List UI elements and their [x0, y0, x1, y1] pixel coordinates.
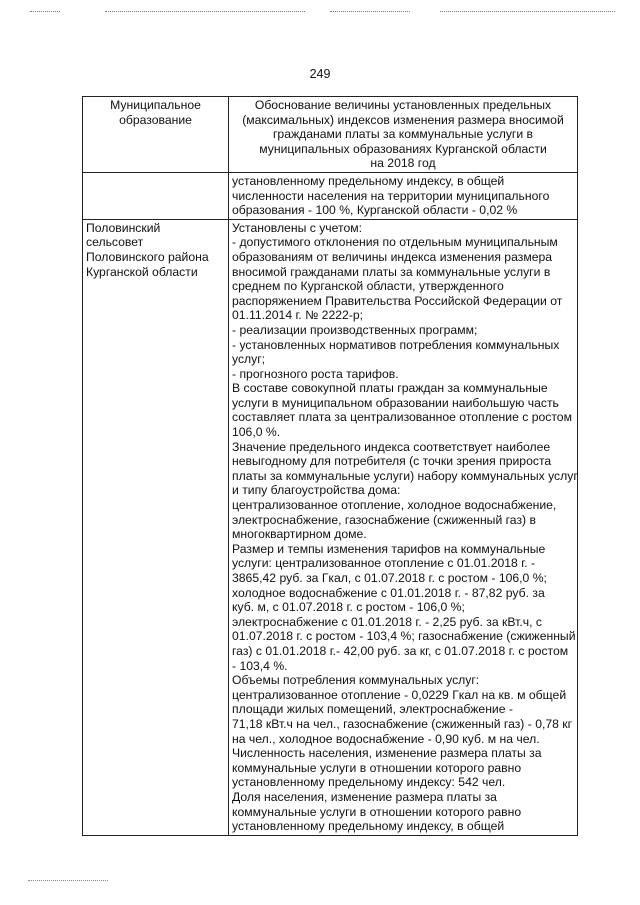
table-header-row: [83, 97, 578, 173]
text-line: платы за коммунальные услуги) набору коммунальных услуг: [232, 468, 578, 483]
text-line: распоряжением Правительства Российской Федерации от: [232, 293, 563, 308]
text-line: установленному предельному индексу, в общей: [232, 819, 505, 834]
text-line: на чел., холодное водоснабжение - 0,90 куб. м на чел.: [232, 731, 540, 746]
text-line: газ) с 01.01.2018 г.- 42,00 руб. за кг, с 01.07.2018 г. с ростом: [232, 643, 569, 658]
text-line: составляет плата за централизованное отопление с ростом: [232, 410, 572, 425]
header-municipality-cell: [83, 97, 229, 173]
text-line: Значение предельного индекса соответствует наиболее: [232, 439, 551, 454]
text-line: среднем по Курганской области, утвержденного: [232, 279, 504, 294]
text-line: Объемы потребления коммунальных услуг:: [232, 673, 480, 688]
text-line: 71,18 кВт.ч на чел., газоснабжение (сжиженный газ) - 0,78 кг: [232, 716, 573, 731]
header-line: Обоснование величины установленных предельных: [254, 98, 552, 112]
text-line: электроснабжение, газоснабжение (сжиженный газ) в: [232, 512, 536, 527]
text-line: 01.07.2018 г. с ростом - 103,4 %; газоснабжение (сжиженный: [232, 629, 576, 644]
text-line: услуги: централизованное отопление с 01.01.2018 г. -: [232, 556, 536, 571]
text-line: установленному предельному индексу: 542 чел.: [232, 775, 506, 790]
text-line: - 103,4 %.: [232, 658, 288, 673]
text-line: услуги в муниципальном образовании наибольшую часть: [232, 395, 559, 410]
text-line: сельсовет: [86, 235, 144, 250]
text-line: - реализации производственных программ;: [232, 322, 478, 337]
table-row: [83, 172, 578, 219]
text-line: образования - 100 %, Курганской области - 0,02 %: [232, 203, 518, 218]
text-line: холодное водоснабжение с 01.01.2018 г. - 87,82 руб. за: [232, 585, 545, 600]
continued-justification-cell: [229, 172, 578, 219]
text-line: Курганской области: [86, 264, 198, 279]
text-line: образованиям от величины индекса изменения размера: [232, 249, 553, 264]
scan-artifact-dots: [28, 880, 108, 881]
header-line: на 2018 год: [370, 156, 436, 171]
text-line: В составе совокупной платы граждан за коммунальные: [232, 381, 548, 396]
text-line: куб. м, с 01.07.2018 г. с ростом - 106,0 %;: [232, 600, 465, 615]
text-line: - допустимого отклонения по отдельным муниципальным: [232, 235, 558, 250]
text-line: многоквартирном доме.: [232, 527, 367, 542]
text-line: Численность населения, изменение размера платы за: [232, 746, 542, 761]
scan-artifact-line: [440, 11, 615, 12]
text-line: 106,0 %.: [232, 425, 281, 440]
text-line: 01.11.2014 г. № 2222-р;: [232, 308, 364, 323]
tariff-justification-table: [82, 96, 578, 836]
text-line: Размер и темпы изменения тарифов на коммунальные: [232, 541, 546, 556]
text-line: Установлены с учетом:: [232, 220, 362, 235]
header-line: муниципальных образованиях Курганской области: [259, 141, 547, 156]
text-line: коммунальные услуги в отношении которого равно: [232, 804, 522, 819]
continued-municipality-cell: [83, 172, 229, 219]
text-line: Доля населения, изменение размера платы за: [232, 789, 497, 804]
header-line: (максимальных) индексов изменения размера вносимой: [242, 112, 564, 127]
scan-artifact-line: [330, 11, 410, 12]
header-line: гражданами платы за коммунальные услуги в: [272, 127, 534, 142]
scan-artifact-line: [30, 11, 60, 12]
text-line: централизованное отопление - 0,0229 Гкал на кв. м общей: [232, 687, 567, 702]
text-line: централизованное отопление, холодное водоснабжение,: [232, 498, 557, 513]
text-line: Половинского района: [86, 249, 209, 264]
header-line: Муниципальное: [110, 98, 201, 112]
text-line: электроснабжение с 01.01.2018 г. - 2,25 руб. за кВт.ч, с: [232, 614, 542, 629]
header-justification-cell: [229, 97, 578, 173]
text-line: вносимой гражданами платы за коммунальные услуги в: [232, 264, 551, 279]
text-line: - установленных нормативов потребления коммунальных: [232, 337, 560, 352]
text-line: установленному предельному индексу, в общей: [232, 173, 505, 188]
table-row: [83, 219, 578, 835]
text-line: Половинский: [86, 220, 161, 235]
text-line: - прогнозного роста тарифов.: [232, 366, 399, 381]
text-line: коммунальные услуги в отношении которого равно: [232, 760, 522, 775]
text-line: невыгодному для потребителя (с точки зрения прироста: [232, 454, 552, 469]
municipality-cell: [83, 219, 229, 835]
text-line: услуг;: [232, 352, 266, 367]
page-number: 249: [309, 67, 331, 81]
text-line: и типу благоустройства дома:: [232, 483, 401, 498]
scan-artifact-line: [105, 11, 305, 12]
header-line: образование: [119, 112, 192, 127]
text-line: численности населения на территории муниципального: [232, 188, 550, 203]
justification-cell: [229, 219, 578, 835]
text-line: площади жилых помещений, электроснабжение -: [232, 702, 513, 717]
text-line: 3865,42 руб. за Гкал, с 01.07.2018 г. с ростом - 106,0 %;: [232, 571, 547, 585]
